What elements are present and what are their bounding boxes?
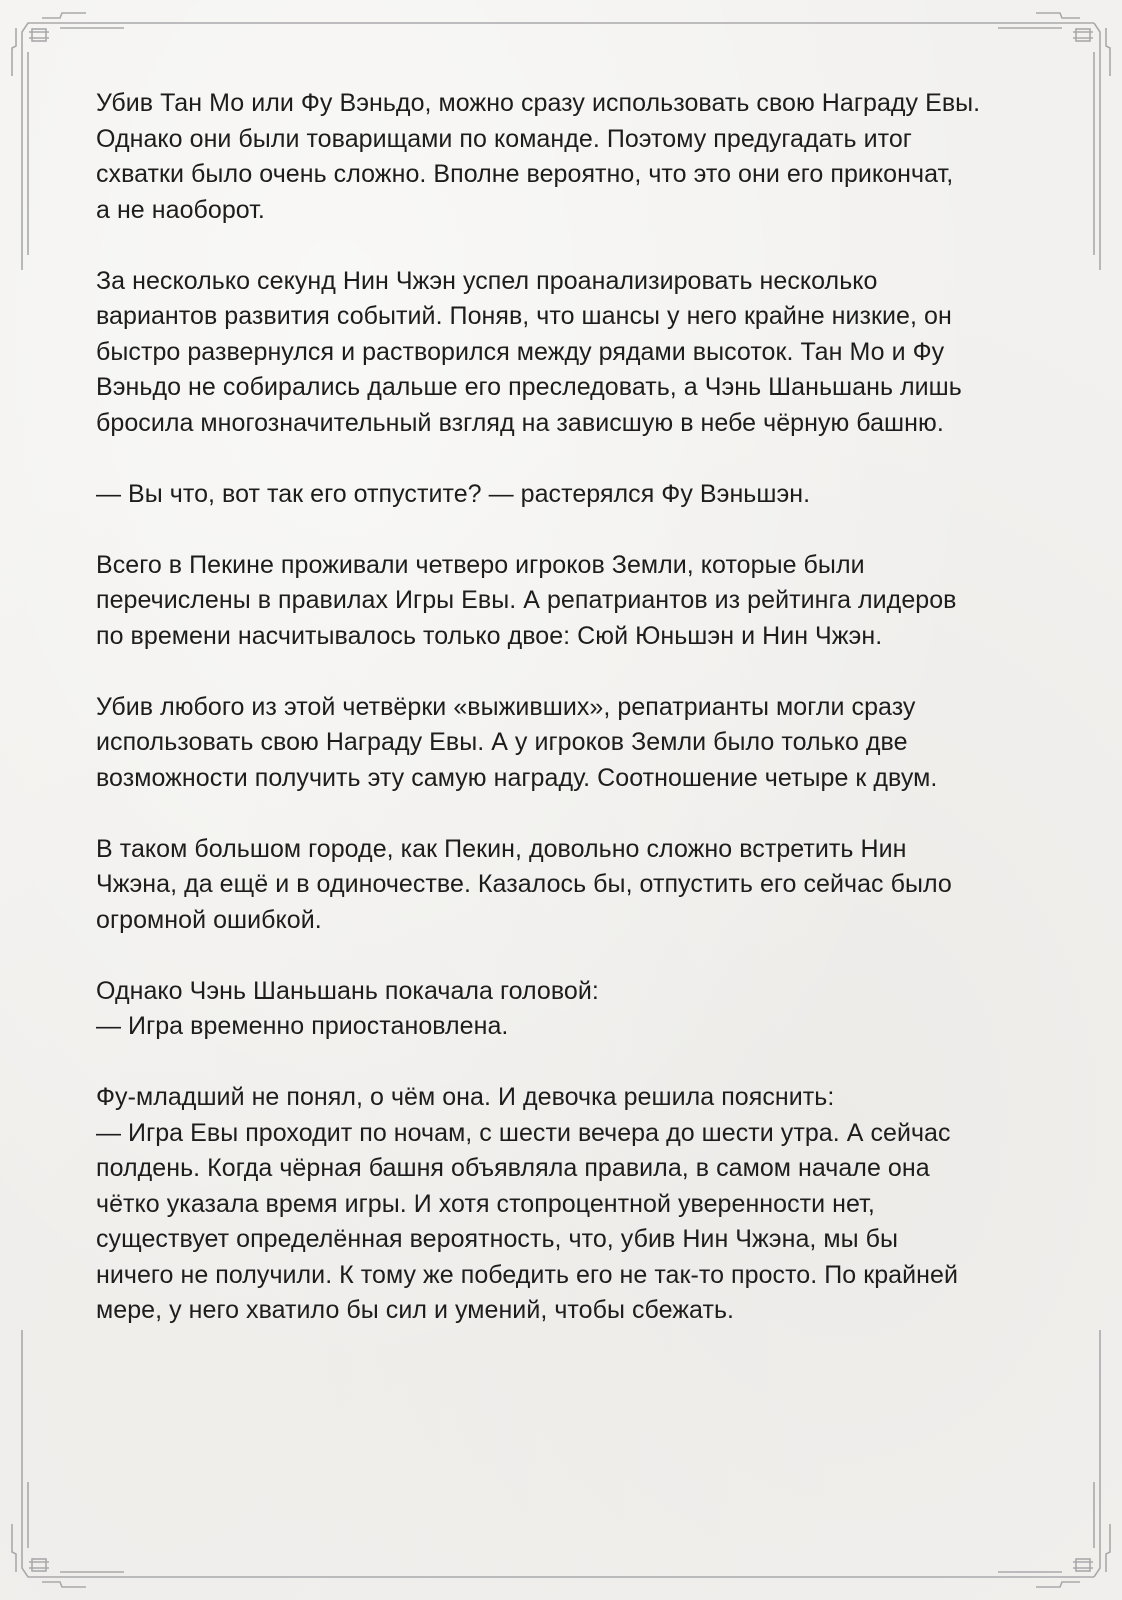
- text-line: Всего в Пекине проживали четверо игроков Земли, которые были: [96, 550, 865, 579]
- text-line: мере, у него хватило бы сил и умений, чтобы сбежать.: [96, 1296, 735, 1324]
- text-line: а не наоборот.: [96, 195, 265, 224]
- text-line: огромной ошибкой.: [96, 905, 322, 934]
- text-line: Однако Чэнь Шаньшань покачала головой:: [96, 976, 599, 1005]
- text-line: быстро развернулся и растворился между рядами высоток. Тан Мо и Фу: [96, 337, 945, 366]
- paragraph-7-dialogue: [96, 974, 1016, 1045]
- text-line: Вэньдо не собирались дальше его преследовать, а Чэнь Шаньшань лишь: [96, 373, 962, 401]
- text-line: использовать свою Награду Евы. А у игроков Земли было только две: [96, 728, 908, 756]
- text-line: существует определённая вероятность, что, убив Нин Чжэна, мы бы: [96, 1225, 899, 1253]
- text-line: — Игра Евы проходит по ночам, с шести вечера до шести утра. А сейчас: [96, 1118, 951, 1147]
- text-line: ничего не получили. К тому же победить его не так-то просто. По крайней: [96, 1260, 958, 1289]
- text-line: Чжэна, да ещё и в одиночестве. Казалось бы, отпустить его сейчас было: [96, 870, 952, 898]
- paragraph-6: [96, 832, 1016, 939]
- paragraph-5: [96, 690, 1016, 797]
- corner-ornament-bottom-left-icon: [12, 1330, 1094, 1587]
- page-body: [96, 86, 1016, 1364]
- text-line: Убив Тан Мо или Фу Вэньдо, можно сразу использовать свою Награду Евы.: [96, 89, 981, 117]
- text-line: чётко указала время игры. И хотя стопроцентной уверенности нет,: [96, 1189, 875, 1218]
- text-line: Однако они были товарищами по команде. Поэтому предугадать итог: [96, 124, 912, 153]
- paragraph-1: [96, 86, 1016, 228]
- text-line: В таком большом городе, как Пекин, довольно сложно встретить Нин: [96, 834, 907, 863]
- text-line: перечислены в правилах Игры Евы. А репатриантов из рейтинга лидеров: [96, 586, 957, 614]
- paragraph-3-dialogue: [96, 477, 1016, 513]
- text-line: Фу-младший не понял, о чём она. И девочка решила пояснить:: [96, 1083, 835, 1111]
- text-line: За несколько секунд Нин Чжэн успел проанализировать несколько: [96, 266, 878, 295]
- corner-ornament-bottom-right-icon: [998, 1330, 1110, 1587]
- paragraph-4: [96, 548, 1016, 655]
- text-line: Убив любого из этой четвёрки «выживших», репатрианты могли сразу: [96, 692, 916, 721]
- text-line: бросила многозначительный взгляд на зависшую в небе чёрную башню.: [96, 408, 944, 437]
- paragraph-2: [96, 264, 1016, 442]
- text-line: схватки было очень сложно. Вполне вероятно, что это они его прикончат,: [96, 160, 954, 188]
- text-line: полдень. Когда чёрная башня объявляла правила, в самом начале она: [96, 1154, 930, 1182]
- text-line: вариантов развития событий. Поняв, что шансы у него крайне низкие, он: [96, 302, 952, 330]
- text-line: — Игра временно приостановлена.: [96, 1012, 509, 1040]
- paragraph-8-dialogue: [96, 1080, 1016, 1329]
- text-line: по времени насчитывалось только двое: Сюй Юньшэн и Нин Чжэн.: [96, 621, 883, 650]
- text-line: — Вы что, вот так его отпустите? — растерялся Фу Вэньшэн.: [96, 479, 811, 508]
- text-line: возможности получить эту самую награду. Соотношение четыре к двум.: [96, 763, 938, 792]
